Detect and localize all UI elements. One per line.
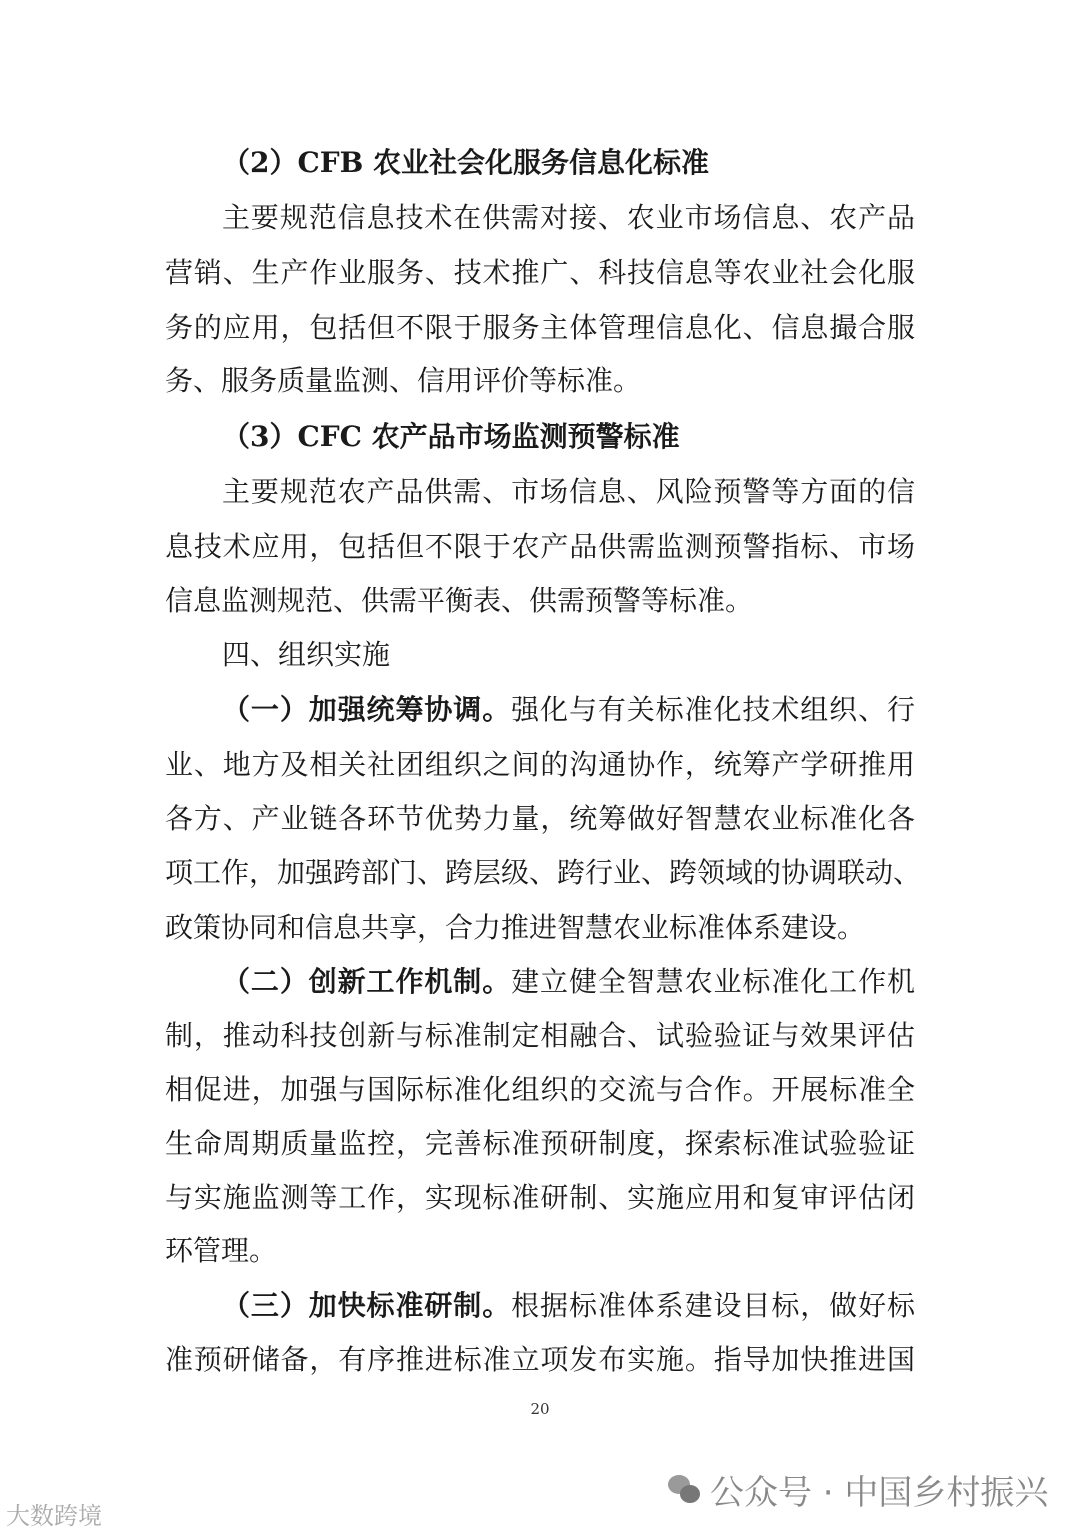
line-text: 生命周期质量监控，完善标准预研制度，探索标准试验验证 [165, 1127, 915, 1160]
line-text: 各方、产业链各环节优势力量，统筹做好智慧农业标准化各 [165, 802, 915, 835]
line-text: 与实施监测等工作，实现标准研制、实施应用和复审评估闭 [165, 1181, 915, 1214]
text-line [165, 1340, 915, 1380]
text-line [222, 417, 915, 457]
line-text: 四、组织实施 [222, 638, 391, 671]
wechat-icon [668, 1475, 702, 1505]
bold-heading: （一）加强统筹协调。 [222, 693, 512, 726]
line-text: 息技术应用，包括但不限于农产品供需监测预警指标、市场 [165, 530, 915, 563]
line-text: 务的应用，包括但不限于服务主体管理信息化、信息撮合服 [165, 311, 915, 344]
line-text: 务、服务质量监测、信用评价等标准。 [165, 364, 642, 397]
text-line [165, 799, 915, 839]
line-text: 强化与有关标准化技术组织、行 [511, 693, 915, 726]
text-line [165, 527, 915, 567]
bold-heading: （二）创新工作机制。 [222, 965, 512, 998]
line-text: 环管理。 [165, 1234, 278, 1267]
bold-heading: （2）CFB 农业社会化服务信息化标准 [222, 146, 710, 179]
bold-heading: （3）CFC 农产品市场监测预警标准 [222, 420, 680, 453]
text-line [222, 635, 915, 675]
text-line [165, 308, 915, 348]
text-line [222, 962, 915, 1002]
line-text: 相促进，加强与国际标准化组织的交流与合作。开展标准全 [165, 1073, 915, 1106]
line-text: 准预研储备，有序推进标准立项发布实施。指导加快推进国 [165, 1343, 915, 1376]
text-line [222, 198, 915, 238]
watermark-text: 公众号 · 中国乡村振兴 [710, 1473, 1049, 1513]
logo-watermark-text: 大数跨境 [6, 1502, 102, 1530]
line-text: 营销、生产作业服务、技术推广、科技信息等农业社会化服 [165, 256, 915, 289]
text-line [165, 1178, 915, 1218]
text-line [222, 1286, 915, 1326]
wechat-watermark [668, 1465, 1048, 1514]
line-text: 主要规范农产品供需、市场信息、风险预警等方面的信 [222, 475, 915, 508]
line-text: 建立健全智慧农业标准化工作机 [511, 965, 915, 998]
text-line [165, 908, 915, 948]
text-line [165, 581, 915, 621]
text-line [165, 1016, 915, 1056]
line-text: 项工作，加强跨部门、跨层级、跨行业、跨领域的协调联动、 [165, 856, 922, 889]
logo-watermark [6, 1496, 102, 1531]
line-text: 主要规范信息技术在供需对接、农业市场信息、农产品 [222, 201, 915, 234]
text-line [165, 361, 915, 401]
line-text: 根据标准体系建设目标，做好标 [511, 1289, 915, 1322]
text-line [222, 472, 915, 512]
line-text: 业、地方及相关社团组织之间的沟通协作，统筹产学研推用 [165, 748, 915, 781]
page-number: 20 [530, 1400, 550, 1418]
line-text: 政策协同和信息共享，合力推进智慧农业标准体系建设。 [165, 911, 866, 944]
text-line [165, 1231, 915, 1271]
text-line [165, 853, 922, 893]
text-line [165, 1070, 915, 1110]
text-line [222, 143, 915, 183]
text-line [165, 1124, 915, 1164]
text-line [165, 745, 915, 785]
line-text: 信息监测规范、供需平衡表、供需预警等标准。 [165, 584, 754, 617]
line-text: 制，推动科技创新与标准制定相融合、试验验证与效果评估 [165, 1019, 915, 1052]
text-line [165, 253, 915, 293]
text-line [222, 690, 915, 730]
bold-heading: （三）加快标准研制。 [222, 1289, 512, 1322]
